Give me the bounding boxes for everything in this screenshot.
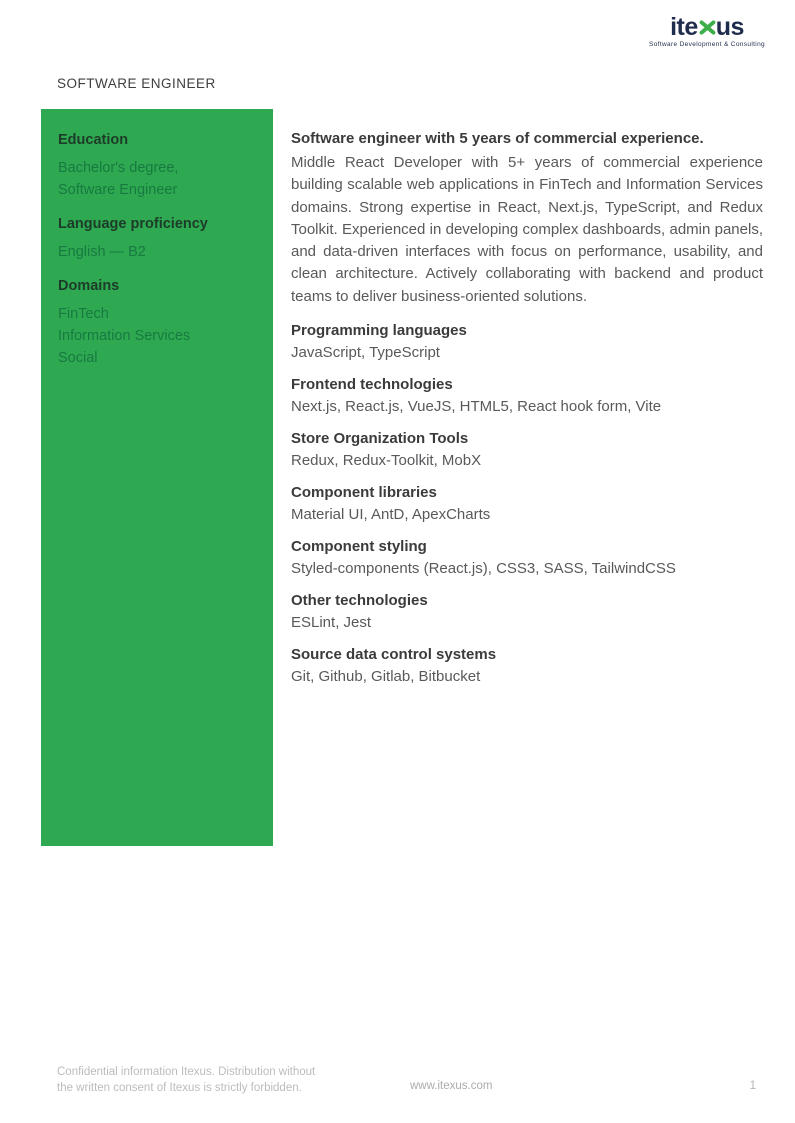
skill-heading: Frontend technologies — [291, 376, 453, 394]
skill-body: Styled-components (React.js), CSS3, SASS, TailwindCSS — [291, 560, 676, 578]
skill-section-component-libraries — [291, 482, 763, 526]
logo-tagline: Software Development & Consulting — [649, 41, 765, 48]
skill-section-component-styling — [291, 536, 763, 580]
sidebar — [41, 109, 273, 846]
confidential-line: Confidential information Itexus. Distribution without — [57, 1066, 316, 1078]
skill-section-other-technologies — [291, 590, 763, 634]
skill-body: Redux, Redux-Toolkit, MobX — [291, 452, 482, 470]
sidebar-heading-education: Education — [58, 132, 129, 148]
sidebar-heading-domains: Domains — [58, 278, 120, 294]
logo-text-prefix: ite — [670, 12, 698, 41]
main-content — [291, 128, 763, 698]
logo-text-suffix: us — [715, 12, 744, 41]
page-title: SOFTWARE ENGINEER — [57, 76, 216, 91]
page-number: 1 — [749, 1080, 756, 1092]
skill-section-source-data-control-systems — [291, 644, 763, 688]
confidential-line: the written consent of Itexus is strictly forbidden. — [57, 1081, 302, 1094]
sidebar-line: Bachelor's degree, — [58, 160, 179, 176]
sidebar-section-language-proficiency — [58, 214, 257, 263]
logo-wordmark — [649, 13, 765, 40]
skill-body: ESLint, Jest — [291, 614, 372, 632]
website-url: www.itexus.com — [410, 1080, 493, 1092]
sidebar-line: FinTech — [58, 306, 109, 322]
skill-body: Material UI, AntD, ApexCharts — [291, 506, 491, 524]
skill-section-frontend-technologies — [291, 374, 763, 418]
skill-heading: Component libraries — [291, 484, 437, 502]
intro-heading: Software engineer with 5 years of commercial experience. — [291, 130, 704, 147]
sidebar-line: Information Services — [58, 328, 191, 344]
skill-heading: Other technologies — [291, 592, 428, 610]
confidential-notice — [57, 1065, 315, 1096]
sidebar-line: Software Engineer — [58, 182, 178, 198]
skill-heading: Programming languages — [291, 322, 467, 340]
skill-body: Git, Github, Gitlab, Bitbucket — [291, 668, 481, 686]
sidebar-line: English — B2 — [58, 244, 146, 260]
skill-heading: Store Organization Tools — [291, 430, 469, 448]
skill-section-programming-languages — [291, 320, 763, 364]
skill-body: JavaScript, TypeScript — [291, 344, 440, 362]
sidebar-section-education — [58, 130, 257, 201]
sidebar-section-domains — [58, 276, 257, 369]
skill-heading: Source data control systems — [291, 646, 497, 664]
skill-section-store-organization-tools — [291, 428, 763, 472]
intro-body: Middle React Developer with 5+ years of commercial experience building scalable web applications in FinTech and Information Services domains. Strong expertise in React, Next.js, TypeScript, and Redux Toolkit. Experienced in developing complex dashboards, admin panels, and data-driven interfaces with focus on performance, usability, and clean architecture. Actively collaborating with backend and product teams to deliver business-oriented solutions. — [291, 154, 763, 305]
skill-heading: Component styling — [291, 538, 427, 556]
logo-x-icon — [699, 16, 716, 40]
itexus-logo — [649, 13, 765, 48]
sidebar-line: Social — [58, 350, 98, 366]
skill-body: Next.js, React.js, VueJS, HTML5, React hook form, Vite — [291, 398, 662, 416]
sidebar-heading-language-proficiency: Language proficiency — [58, 216, 208, 232]
